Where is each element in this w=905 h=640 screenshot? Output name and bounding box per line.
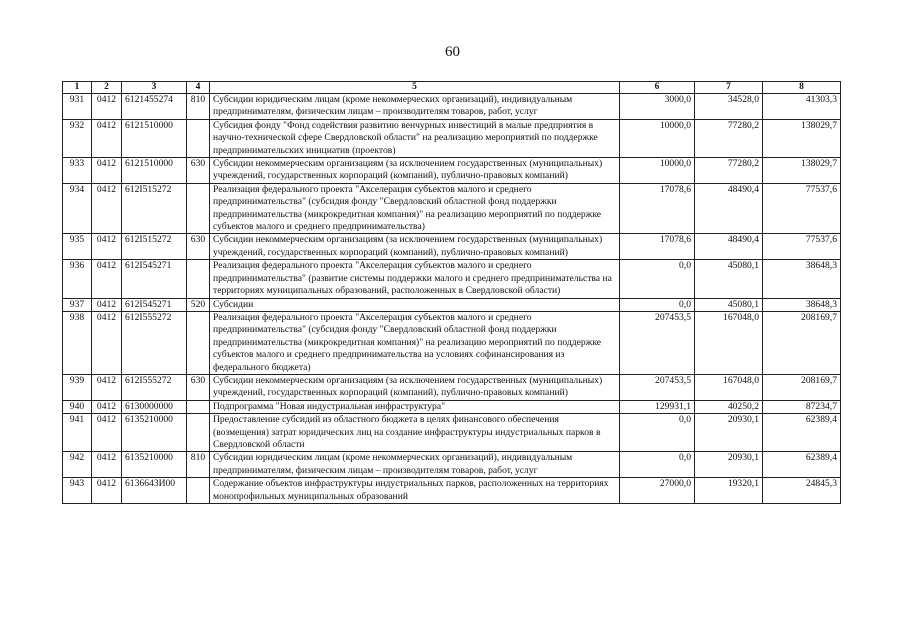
table-row <box>63 414 841 452</box>
target-article-code: 6121510000 <box>122 158 187 184</box>
column-header: 3 <box>122 82 187 94</box>
target-article-code: 612I545271 <box>122 298 187 311</box>
amount-col-7: 167048,0 <box>695 374 763 400</box>
amount-col-8: 41303,3 <box>763 94 841 120</box>
section-code: 0412 <box>92 478 122 504</box>
column-header: 7 <box>695 82 763 94</box>
expense-type-code: 630 <box>187 374 210 400</box>
section-code: 0412 <box>92 260 122 298</box>
amount-col-6: 129931,1 <box>620 400 695 413</box>
expense-type-code <box>187 478 210 504</box>
row-number: 943 <box>63 478 92 504</box>
amount-col-8: 38648,3 <box>763 260 841 298</box>
amount-col-6: 0,0 <box>620 298 695 311</box>
target-article-code: 612I515272 <box>122 234 187 260</box>
amount-col-6: 0,0 <box>620 452 695 478</box>
item-name: Субсидии <box>210 298 620 311</box>
amount-col-6: 207453,5 <box>620 311 695 374</box>
section-code: 0412 <box>92 400 122 413</box>
section-code: 0412 <box>92 94 122 120</box>
item-name: Реализация федерального проекта "Акселерация субъектов малого и среднего предпринимательства" (развитие системы поддержки малого и среднего предпринимательства на территориях муниципальных образований, расположенных в Свердловской области) <box>210 260 620 298</box>
table-row <box>63 452 841 478</box>
target-article-code: 6130000000 <box>122 400 187 413</box>
amount-col-7: 77280,2 <box>695 158 763 184</box>
amount-col-6: 10000,0 <box>620 158 695 184</box>
row-number: 942 <box>63 452 92 478</box>
expense-type-code <box>187 183 210 234</box>
amount-col-6: 17078,6 <box>620 234 695 260</box>
amount-col-7: 34528,0 <box>695 94 763 120</box>
item-name: Субсидии юридическим лицам (кроме некоммерческих организаций), индивидуальным предпринимателям, физическим лицам – производителям товаров, работ, услуг <box>210 452 620 478</box>
expense-type-code <box>187 119 210 157</box>
expense-type-code: 810 <box>187 94 210 120</box>
amount-col-8: 208169,7 <box>763 374 841 400</box>
table-row <box>63 234 841 260</box>
amount-col-8: 138029,7 <box>763 119 841 157</box>
row-number: 931 <box>63 94 92 120</box>
item-name: Предоставление субсидий из областного бюджета в целях финансового обеспечения (возмещения) затрат юридических лиц на создание инфраструктуры индустриальных парков в Свердловской области <box>210 414 620 452</box>
row-number: 940 <box>63 400 92 413</box>
table-row <box>63 119 841 157</box>
amount-col-6: 0,0 <box>620 260 695 298</box>
column-header: 4 <box>187 82 210 94</box>
table-row <box>63 311 841 374</box>
amount-col-7: 48490,4 <box>695 234 763 260</box>
target-article-code: 612I555272 <box>122 374 187 400</box>
row-number: 936 <box>63 260 92 298</box>
target-article-code: 6135210000 <box>122 414 187 452</box>
amount-col-7: 77280,2 <box>695 119 763 157</box>
amount-col-7: 40250,2 <box>695 400 763 413</box>
table-row <box>63 94 841 120</box>
row-number: 939 <box>63 374 92 400</box>
section-code: 0412 <box>92 374 122 400</box>
expense-type-code <box>187 311 210 374</box>
section-code: 0412 <box>92 234 122 260</box>
column-header: 1 <box>63 82 92 94</box>
expense-type-code <box>187 260 210 298</box>
section-code: 0412 <box>92 414 122 452</box>
amount-col-8: 208169,7 <box>763 311 841 374</box>
amount-col-8: 62389,4 <box>763 452 841 478</box>
section-code: 0412 <box>92 158 122 184</box>
row-number: 932 <box>63 119 92 157</box>
amount-col-8: 24845,3 <box>763 478 841 504</box>
section-code: 0412 <box>92 452 122 478</box>
table-row <box>63 158 841 184</box>
item-name: Реализация федерального проекта "Акселерация субъектов малого и среднего предпринимательства" (субсидия фонду "Свердловский областной фонд поддержки предпринимательства (микрокредитная компания)" на реализацию мероприятий по поддержке субъектов малого и среднего предпринимательства) <box>210 183 620 234</box>
amount-col-6: 27000,0 <box>620 478 695 504</box>
row-number: 937 <box>63 298 92 311</box>
amount-col-7: 19320,1 <box>695 478 763 504</box>
amount-col-6: 10000,0 <box>620 119 695 157</box>
amount-col-8: 87234,7 <box>763 400 841 413</box>
expense-type-code <box>187 400 210 413</box>
item-name: Содержание объектов инфраструктуры индустриальных парков, расположенных на территориях монопрофильных муниципальных образований <box>210 478 620 504</box>
amount-col-6: 3000,0 <box>620 94 695 120</box>
target-article-code: 6121455274 <box>122 94 187 120</box>
amount-col-8: 77537,6 <box>763 183 841 234</box>
amount-col-7: 48490,4 <box>695 183 763 234</box>
budget-table <box>62 81 841 504</box>
column-header: 5 <box>210 82 620 94</box>
target-article-code: 612I555272 <box>122 311 187 374</box>
expense-type-code: 810 <box>187 452 210 478</box>
amount-col-7: 20930,1 <box>695 414 763 452</box>
section-code: 0412 <box>92 119 122 157</box>
amount-col-7: 45080,1 <box>695 298 763 311</box>
item-name: Субсидии некоммерческим организациям (за исключением государственных (муниципальных) учреждений, государственных корпораций (компаний), публично-правовых компаний) <box>210 234 620 260</box>
amount-col-8: 38648,3 <box>763 298 841 311</box>
expense-type-code: 630 <box>187 158 210 184</box>
table-header-row <box>63 82 841 94</box>
amount-col-7: 167048,0 <box>695 311 763 374</box>
table-row <box>63 183 841 234</box>
amount-col-8: 138029,7 <box>763 158 841 184</box>
expense-type-code: 630 <box>187 234 210 260</box>
target-article-code: 6135210000 <box>122 452 187 478</box>
target-article-code: 6136643И00 <box>122 478 187 504</box>
row-number: 941 <box>63 414 92 452</box>
page-number: 60 <box>445 44 460 60</box>
amount-col-8: 62389,4 <box>763 414 841 452</box>
row-number: 938 <box>63 311 92 374</box>
table-row <box>63 478 841 504</box>
expense-type-code <box>187 414 210 452</box>
section-code: 0412 <box>92 298 122 311</box>
section-code: 0412 <box>92 183 122 234</box>
item-name: Субсидии некоммерческим организациям (за исключением государственных (муниципальных) учреждений, государственных корпораций (компаний), публично-правовых компаний) <box>210 374 620 400</box>
target-article-code: 612I545271 <box>122 260 187 298</box>
target-article-code: 6121510000 <box>122 119 187 157</box>
row-number: 935 <box>63 234 92 260</box>
section-code: 0412 <box>92 311 122 374</box>
amount-col-7: 20930,1 <box>695 452 763 478</box>
item-name: Подпрограмма "Новая индустриальная инфраструктура" <box>210 400 620 413</box>
table-row <box>63 400 841 413</box>
expense-type-code: 520 <box>187 298 210 311</box>
column-header: 8 <box>763 82 841 94</box>
item-name: Реализация федерального проекта "Акселерация субъектов малого и среднего предпринимательства" (субсидия фонду "Свердловский областной фонд поддержки предпринимательства (микрокредитная компания)" на реализацию мероприятий по поддержке субъектов малого и среднего предпринимательства на условиях софинансирования из федерального бюджета) <box>210 311 620 374</box>
item-name: Субсидии юридическим лицам (кроме некоммерческих организаций), индивидуальным предпринимателям, физическим лицам – производителям товаров, работ, услуг <box>210 94 620 120</box>
row-number: 934 <box>63 183 92 234</box>
row-number: 933 <box>63 158 92 184</box>
table-row <box>63 374 841 400</box>
table-row <box>63 298 841 311</box>
amount-col-7: 45080,1 <box>695 260 763 298</box>
item-name: Субсидии некоммерческим организациям (за исключением государственных (муниципальных) учреждений, государственных корпораций (компаний), публично-правовых компаний) <box>210 158 620 184</box>
amount-col-6: 0,0 <box>620 414 695 452</box>
target-article-code: 612I515272 <box>122 183 187 234</box>
column-header: 2 <box>92 82 122 94</box>
amount-col-8: 77537,6 <box>763 234 841 260</box>
amount-col-6: 17078,6 <box>620 183 695 234</box>
table-row <box>63 260 841 298</box>
item-name: Субсидия фонду "Фонд содействия развитию венчурных инвестиций в малые предприятия в научно-технической сфере Свердловской области" на реализацию мероприятий по поддержке предпринимательских инициатив (проектов) <box>210 119 620 157</box>
amount-col-6: 207453,5 <box>620 374 695 400</box>
column-header: 6 <box>620 82 695 94</box>
